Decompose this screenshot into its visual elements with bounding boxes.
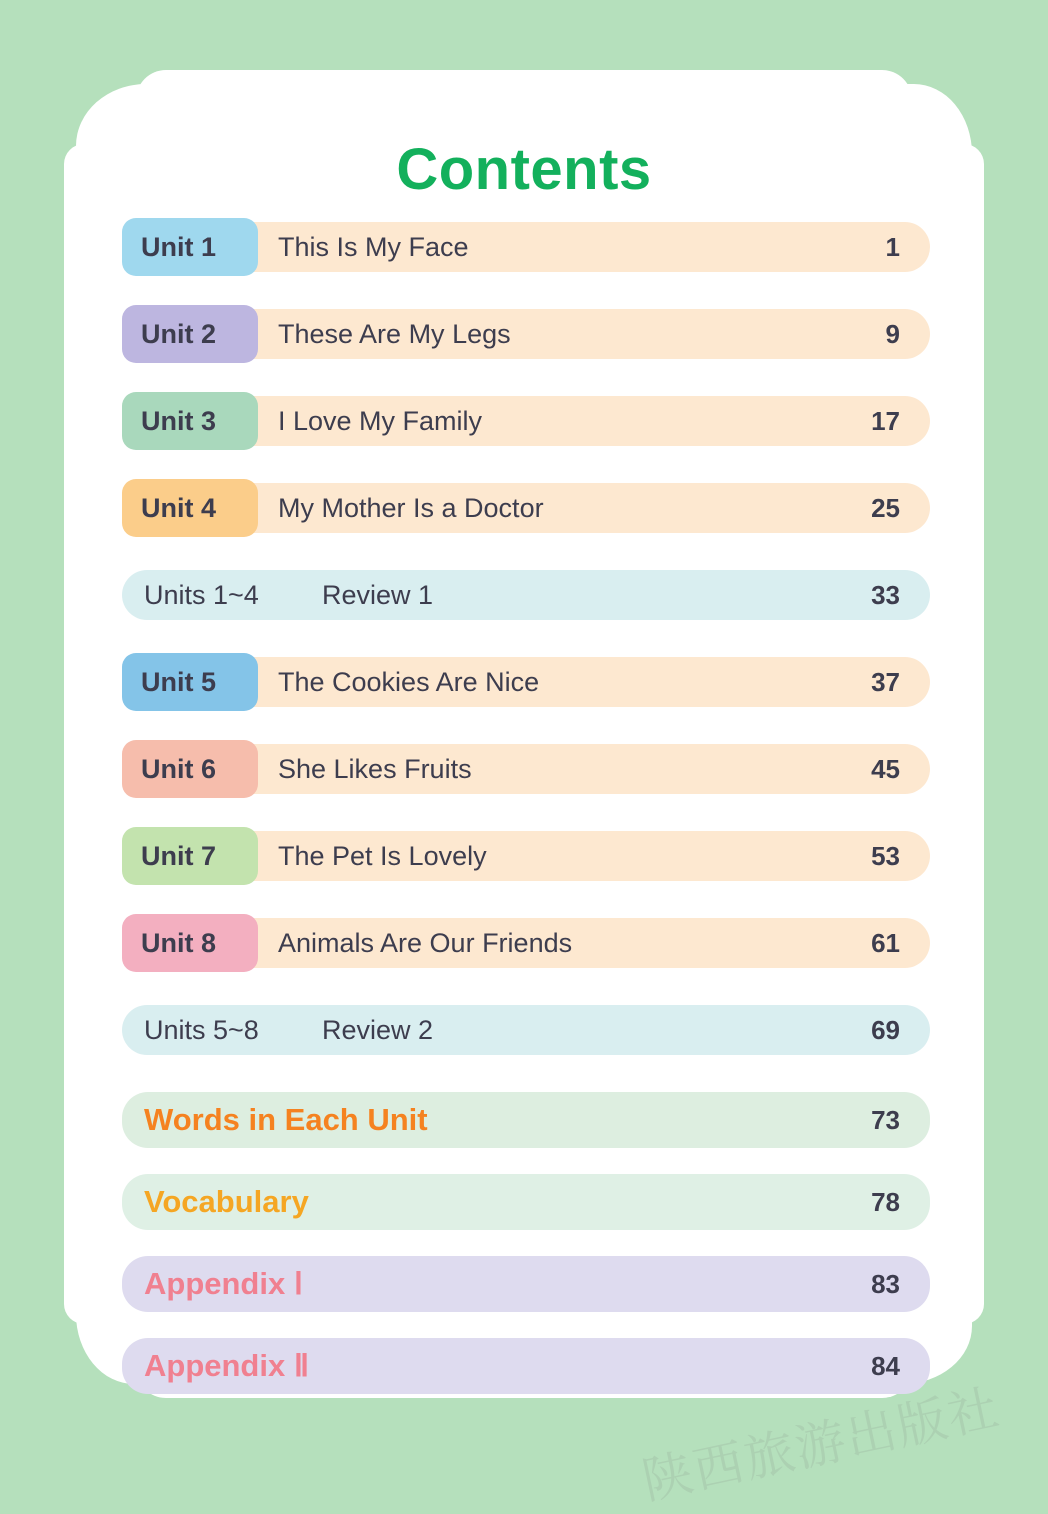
entry-label: Appendix Ⅱ <box>144 1348 310 1383</box>
toc-row-unit[interactable] <box>122 396 930 446</box>
toc-row-unit[interactable] <box>122 918 930 968</box>
page-number: 37 <box>871 666 900 697</box>
toc-row-unit[interactable] <box>122 483 930 533</box>
card-top-edge <box>136 70 912 130</box>
unit-tag: Unit 3 <box>122 392 258 450</box>
entry-title: The Cookies Are Nice <box>278 666 540 697</box>
entry-sublabel: Review 1 <box>322 579 434 610</box>
unit-tag: Unit 7 <box>122 827 258 885</box>
toc-row-section[interactable] <box>122 1174 930 1230</box>
page-number: 25 <box>871 492 900 523</box>
unit-tag: Unit 2 <box>122 305 258 363</box>
page-title: Contents <box>396 137 652 202</box>
page-number: 73 <box>871 1104 900 1135</box>
table-of-contents <box>122 222 930 1420</box>
page-number: 78 <box>871 1186 900 1217</box>
toc-row-section[interactable] <box>122 1256 930 1312</box>
page-number: 61 <box>871 927 900 958</box>
entry-title: She Likes Fruits <box>278 753 472 784</box>
contents-card <box>76 84 972 1384</box>
page-number: 17 <box>871 405 900 436</box>
toc-row-unit[interactable] <box>122 831 930 881</box>
page-number: 69 <box>871 1014 900 1045</box>
toc-row-unit[interactable] <box>122 657 930 707</box>
page-number: 83 <box>871 1268 900 1299</box>
toc-row-section[interactable] <box>122 1338 930 1394</box>
entry-title: This Is My Face <box>278 231 469 262</box>
page-number: 1 <box>885 231 900 262</box>
entry-title: I Love My Family <box>278 405 483 436</box>
toc-row-unit[interactable] <box>122 744 930 794</box>
entry-label: Appendix Ⅰ <box>144 1266 303 1301</box>
unit-tag: Unit 6 <box>122 740 258 798</box>
page-number: 45 <box>871 753 900 784</box>
unit-tag: Unit 4 <box>122 479 258 537</box>
entry-label: Units 1~4 <box>144 579 259 610</box>
page-number: 84 <box>871 1350 900 1381</box>
page-number: 53 <box>871 840 900 871</box>
unit-tag: Unit 5 <box>122 653 258 711</box>
entry-label: Vocabulary <box>144 1184 309 1219</box>
entry-title: The Pet Is Lovely <box>278 840 487 871</box>
entry-label: Units 5~8 <box>144 1014 259 1045</box>
entry-title: My Mother Is a Doctor <box>278 492 544 523</box>
unit-tag: Unit 1 <box>122 218 258 276</box>
toc-row-review[interactable] <box>122 1005 930 1055</box>
page-number: 33 <box>871 579 900 610</box>
entry-sublabel: Review 2 <box>322 1014 434 1045</box>
publisher-watermark: 陕西旅游出版社 <box>637 1378 1006 1511</box>
entry-title: Animals Are Our Friends <box>278 927 573 958</box>
toc-row-unit[interactable] <box>122 222 930 272</box>
toc-row-section[interactable] <box>122 1092 930 1148</box>
unit-tag: Unit 8 <box>122 914 258 972</box>
page-number: 9 <box>885 318 900 349</box>
toc-row-unit[interactable] <box>122 309 930 359</box>
entry-label: Words in Each Unit <box>144 1102 428 1137</box>
toc-row-review[interactable] <box>122 570 930 620</box>
entry-title: These Are My Legs <box>278 318 511 349</box>
